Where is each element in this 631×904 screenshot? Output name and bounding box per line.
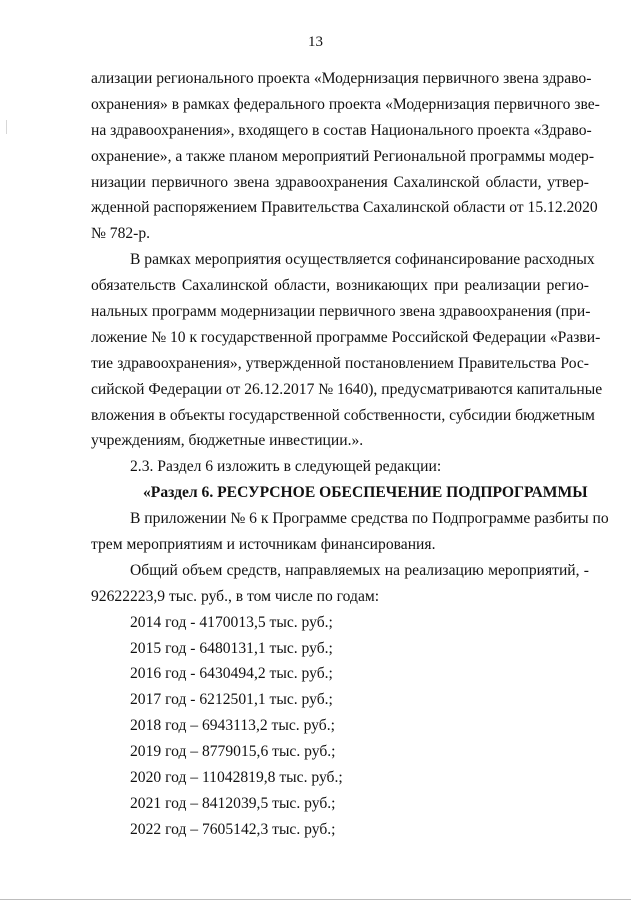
text-line: № 782-р.	[91, 225, 151, 243]
text-line: нальных программ модернизации первичного звена здравоохранения (при-	[91, 303, 591, 321]
left-margin-mark	[6, 120, 7, 134]
text-line: В приложении № 6 к Программе средства по Подпрограмме разбиты по	[130, 510, 609, 528]
text-line: 92622223,9 тыс. руб., в том числе по годам:	[91, 587, 380, 605]
heading-line: «Раздел 6. РЕСУРСНОЕ ОБЕСПЕЧЕНИЕ ПОДПРОГРАММЫ	[143, 484, 588, 502]
text-line: учреждениям, бюджетные инвестиции.».	[91, 432, 364, 450]
list-item: 2022 год – 7605142,3 тыс. руб.;	[130, 820, 336, 838]
text-line: на здравоохранения», входящего в состав Национального проекта «Здраво-	[91, 121, 592, 139]
text-line: Общий объем средств, направляемых на реализацию мероприятий, -	[130, 561, 589, 579]
text-line: охранения» в рамках федерального проекта «Модернизация первичного зве-	[91, 95, 600, 113]
paragraph-4	[91, 506, 609, 558]
text-line: обязательств Сахалинской области, возникающих при реализации регио-	[91, 277, 589, 295]
list-item: 2016 год - 6430494,2 тыс. руб.;	[130, 665, 333, 683]
list-item: 2019 год – 8779015,6 тыс. руб.;	[130, 743, 336, 761]
list-item: 2018 год – 6943113,2 тыс. руб.;	[130, 717, 335, 735]
text-line: ложение № 10 к государственной программе Российской Федерации «Разви-	[91, 328, 601, 346]
text-line: вложения в объекты государственной собственности, субсидии бюджетным	[91, 406, 595, 424]
bottom-scan-border	[0, 899, 631, 900]
section-heading	[91, 480, 589, 506]
funding-by-year-list	[91, 610, 589, 843]
text-line: охранение», а также планом мероприятий Региональной программы модер-	[91, 147, 595, 165]
text-line: ализации регионального проекта «Модернизация первичного звена здраво-	[91, 70, 592, 87]
text-line: В рамках мероприятия осуществляется софинансирование расходных	[130, 251, 595, 269]
paragraph-2	[91, 247, 603, 454]
list-item: 2017 год - 6212501,1 тыс. руб.;	[130, 691, 333, 709]
text-line: жденной распоряжением Правительства Сахалинской области от 15.12.2020	[91, 199, 598, 217]
list-item: 2015 год - 6480131,1 тыс. руб.;	[130, 639, 333, 657]
list-item: 2014 год - 4170013,5 тыс. руб.;	[130, 613, 333, 631]
text-line: трем мероприятиям и источникам финансирования.	[91, 536, 436, 554]
text-line: тие здравоохранения», утвержденной постановлением Правительства Рос-	[91, 354, 589, 372]
page-number: 13	[308, 34, 323, 50]
text-line: сийской Федерации от 26.12.2017 № 1640), предусматриваются капитальные	[91, 380, 603, 398]
list-item: 2020 год – 11042819,8 тыс. руб.;	[130, 769, 343, 787]
paragraph-3	[91, 454, 589, 480]
list-item: 2021 год – 8412039,5 тыс. руб.;	[130, 794, 336, 812]
paragraph-5	[91, 558, 589, 610]
document-body	[91, 66, 609, 843]
paragraph-1	[91, 66, 600, 247]
text-line: 2.3. Раздел 6 изложить в следующей редакции:	[130, 458, 442, 476]
text-line: низации первичного звена здравоохранения Сахалинской области, утвер-	[91, 173, 589, 191]
